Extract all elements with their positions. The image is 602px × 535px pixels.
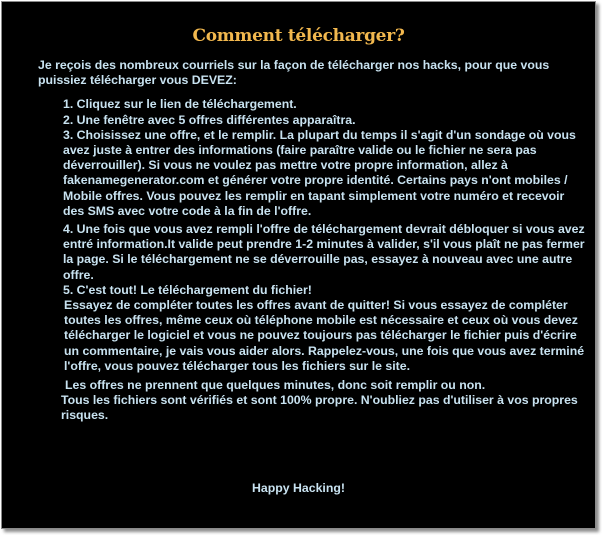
step-3: 3. Choisissez une offre, et le remplir. La plupart du temps il s'agit d'un sondage où vous avez juste à entrer des informations (faire paraître valide ou le fichier ne sera pas déverrouiller). Si vous ne voulez pas mettre votre propre information, allez à fakenamegenerator.com et générer votre propre identité. Certains pays n'ont mobiles / Mobile offres. Vous pouvez les remplir en tapant simplement votre numéro et recevoir des SMS avec votre code à la fin de l'offre.: [63, 127, 576, 218]
instructions-panel: [1, 1, 596, 529]
instructions-body: [38, 58, 588, 424]
step-4: 4. Une fois que vous avez rempli l'offre de téléchargement devrait débloquer si vous avez entré information.It valide peut prendre 1-2 minutes à valider, s'il vous plaît ne pas fermer la page. Si le téléchargement ne se déverrouille pas, essayez à nouveau avec une autre offre.: [63, 222, 585, 282]
step-1: 1. Cliquez sur le lien de téléchargement.: [63, 97, 297, 112]
step-2: 2. Une fenêtre avec 5 offres différentes apparaîtra.: [63, 112, 356, 127]
step-5: 5. C'est tout! Le téléchargement du fichier!: [63, 282, 312, 297]
disclaimer-text: Tous les fichiers sont vérifiés et sont 100% propre. N'oubliez pas d'utiliser à vos propres risques.: [61, 393, 578, 423]
steps-list: [38, 97, 588, 298]
intro-text: Je reçois des nombreux courriels sur la façon de télécharger nos hacks, pour que vous puissiez télécharger vous DEVEZ:: [38, 58, 550, 88]
advice-text: Essayez de compléter toutes les offres avant de quitter! Si vous essayez de compléter toutes les offres, même ceux où téléphone mobile est nécessaire et ceux où vous devez télécharger le logiciel et vous ne pouvez toujours pas télécharger le fichier puis d'écrire un commentaire, je vais vous aider alors. Rappelez-vous, une fois que vous avez terminé l'offre, vous pouvez télécharger tous les fichiers sur le site.: [64, 298, 585, 373]
note-text: Les offres ne prennent que quelques minutes, donc soit remplir ou non.: [65, 378, 486, 393]
page-title: Comment télécharger?: [192, 26, 405, 46]
signoff-text: Happy Hacking!: [252, 481, 345, 495]
